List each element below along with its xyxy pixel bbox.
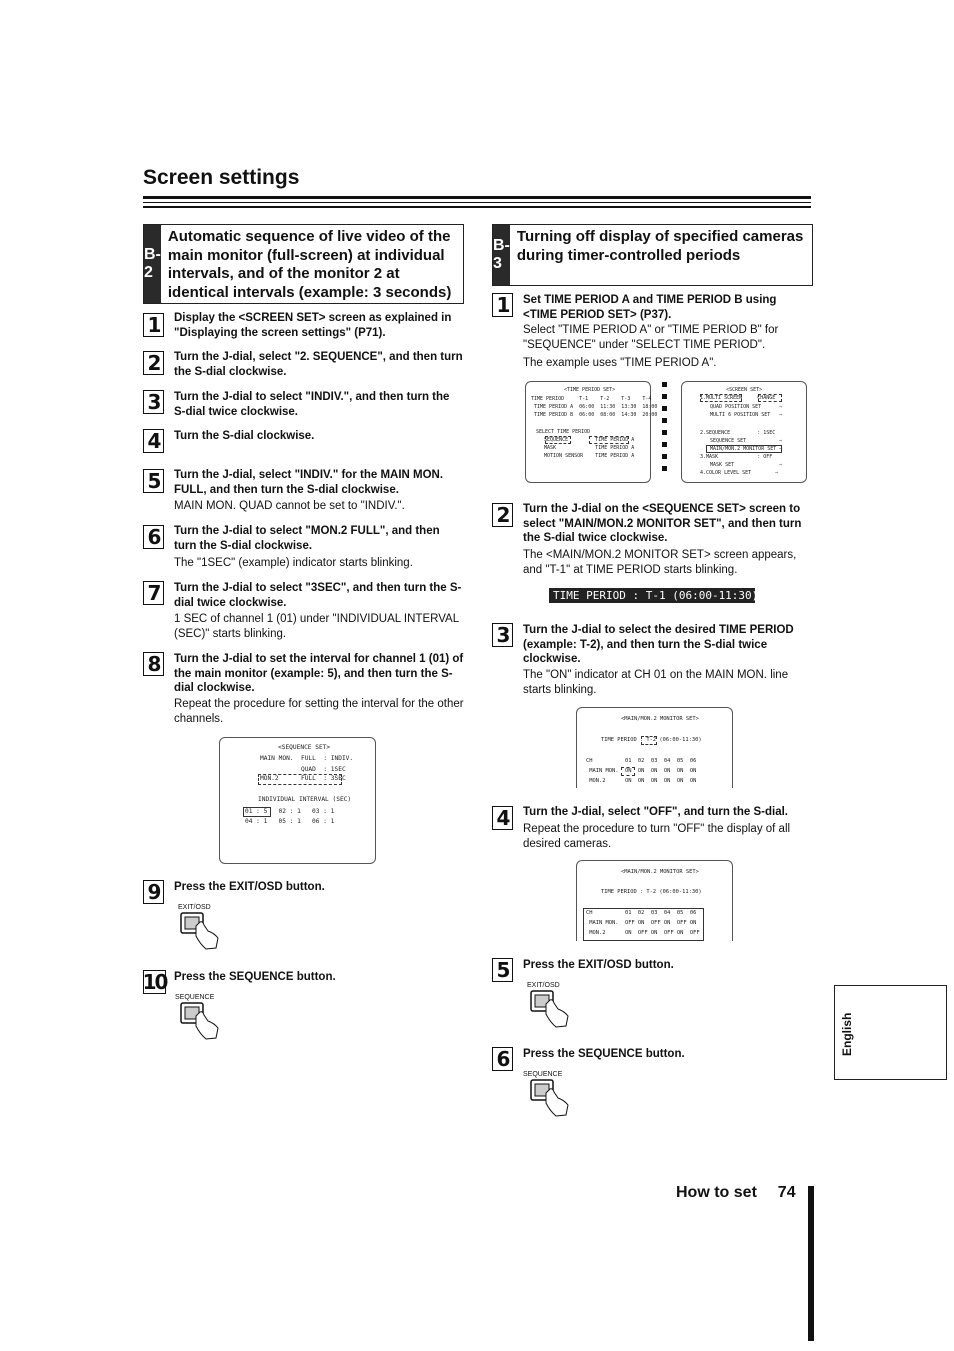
b2-step-10-number: 10 bbox=[142, 970, 167, 994]
b2-step-1-instruction: Display the <SCREEN SET> screen as explained in "Displaying the screen settings" (P71). bbox=[174, 312, 452, 339]
osd-selection-box bbox=[706, 445, 782, 453]
page-title: Screen settings bbox=[143, 166, 300, 189]
section-b2-title: Automatic sequence of live video of the main monitor (full-screen) at individual intervals, and of the monitor 2 at identical intervals (example: 3 seconds) bbox=[167, 228, 452, 301]
osd-title: <TIME PERIOD SET> bbox=[564, 387, 616, 393]
osd-line: TIME PERIOD A 06:00 11:30 13:30 18:00 bbox=[531, 404, 658, 410]
b3-step-1-note-2: The example uses "TIME PERIOD A". bbox=[523, 357, 717, 369]
b2-step-6-instruction: Turn the J-dial to select "MON.2 FULL", and then turn the S-dial clockwise. bbox=[174, 525, 440, 552]
main-mon2-monitor-set-osd-screen-2 bbox=[576, 860, 733, 941]
osd-line: MASK SET ⇨ bbox=[704, 462, 783, 468]
b3-step-4-instruction: Turn the J-dial, select "OFF", and turn the S-dial. bbox=[523, 806, 788, 818]
b2-step-9-instruction: Press the EXIT/OSD button. bbox=[174, 881, 325, 893]
screen-set-osd-screen bbox=[681, 381, 807, 483]
osd-title: <MAIN/MON.2 MONITOR SET> bbox=[621, 716, 699, 722]
b2-step-5-note: MAIN MON. QUAD cannot be set to "INDIV.". bbox=[174, 500, 405, 512]
b3-step-2-number: 2 bbox=[492, 503, 513, 527]
title-rule-thin2 bbox=[143, 206, 811, 208]
osd-line: INDIVIDUAL INTERVAL (SEC) bbox=[258, 796, 352, 803]
section-b3-title: Turning off display of specified cameras during timer-controlled periods bbox=[516, 228, 804, 264]
b2-step-4-number: 4 bbox=[143, 429, 164, 453]
b3-step-3-number: 3 bbox=[492, 623, 513, 647]
b3-step-5-number: 5 bbox=[492, 958, 513, 982]
b2-step-3-instruction: Turn the J-dial to select "INDIV.", and then turn the S-dial twice clockwise. bbox=[174, 391, 450, 418]
osd-line: TIME PERIOD T-1 T-2 T-3 T-4 bbox=[531, 396, 652, 402]
b2-step-10-instruction: Press the SEQUENCE button. bbox=[174, 971, 336, 983]
time-period-osd-bar: TIME PERIOD : T-1 (06:00-11:30) bbox=[549, 588, 755, 603]
b3-step-1-number: 1 bbox=[492, 293, 513, 317]
osd-line: MOTION SENSOR TIME PERIOD A bbox=[541, 453, 635, 459]
b3-step-3-note: The "ON" indicator at CH 01 on the MAIN MON. line starts blinking. bbox=[523, 669, 789, 696]
b3-step-4-note: Repeat the procedure to turn "OFF" the display of all desired cameras. bbox=[523, 823, 791, 850]
osd-cursor-box bbox=[700, 394, 742, 402]
sequence-button-label: SEQUENCE bbox=[523, 1071, 563, 1078]
page-edge-bar bbox=[808, 1186, 814, 1341]
osd-line: MULTI 6 POSITION SET ⇨ bbox=[704, 412, 783, 418]
sequence-set-osd-screen bbox=[219, 737, 376, 864]
osd-line: 04 : 1 05 : 1 06 : 1 bbox=[245, 818, 335, 825]
language-tab-label: English bbox=[840, 1012, 854, 1056]
b3-step-2-note: The <MAIN/MON.2 MONITOR SET> screen appears, and "T-1" at TIME PERIOD starts blinking. bbox=[523, 549, 797, 576]
exit-osd-button-icon bbox=[180, 912, 222, 955]
b2-step-1-number: 1 bbox=[143, 313, 164, 337]
osd-line: MON.2 ON ON ON ON ON ON bbox=[586, 778, 697, 784]
b2-step-7-note: 1 SEC of channel 1 (01) under "INDIVIDUAL INTERVAL (SEC)" starts blinking. bbox=[174, 613, 459, 640]
b3-step-6-instruction: Press the SEQUENCE button. bbox=[523, 1048, 685, 1060]
b2-step-5-instruction: Turn the J-dial, select "INDIV." for the MAIN MON. FULL, and then turn the S-dial clockwise. bbox=[174, 469, 444, 496]
footer bbox=[676, 1184, 796, 1202]
sequence-button-label: SEQUENCE bbox=[175, 994, 215, 1001]
b2-step-6-number: 6 bbox=[143, 525, 164, 549]
b2-step-5-number: 5 bbox=[143, 469, 164, 493]
osd-title: <MAIN/MON.2 MONITOR SET> bbox=[621, 869, 699, 875]
b3-step-1-instruction: Set TIME PERIOD A and TIME PERIOD B using <TIME PERIOD SET> (P37). bbox=[523, 294, 777, 321]
osd-line: 3.MASK : OFF bbox=[700, 454, 773, 460]
osd-line: 1.MULTI SCREEN CHANGE bbox=[700, 395, 776, 401]
osd-line: MON.2 ON OFF ON OFF ON OFF bbox=[586, 930, 700, 936]
osd-cursor-box bbox=[641, 736, 657, 745]
osd-line: MAIN MON. FULL : INDIV. bbox=[260, 755, 354, 762]
osd-line: TIME PERIOD : T-2 (06:00-11:30) bbox=[601, 737, 702, 743]
b2-step-7-instruction: Turn the J-dial to select "3SEC", and then turn the S-dial twice clockwise. bbox=[174, 582, 462, 609]
osd-line: SEQUENCE SET ⇨ bbox=[704, 438, 783, 444]
osd-line: MASK TIME PERIOD A bbox=[541, 445, 635, 451]
osd-line: TIME PERIOD B 06:00 08:00 14:30 20:00 bbox=[531, 412, 658, 418]
section-b3-header bbox=[492, 224, 813, 286]
sequence-button-icon bbox=[530, 1079, 572, 1122]
b3-step-1-note: Select "TIME PERIOD A" or "TIME PERIOD B" for "SEQUENCE" under "SELECT TIME PERIOD". bbox=[523, 324, 779, 351]
footer-section: How to set bbox=[676, 1184, 757, 1201]
b2-step-2-number: 2 bbox=[143, 351, 164, 375]
b3-step-6-number: 6 bbox=[492, 1047, 513, 1071]
osd-line: TIME PERIOD : T-2 (06:00-11:30) bbox=[601, 889, 702, 895]
osd-selection-box bbox=[243, 807, 271, 817]
osd-cursor-box bbox=[758, 394, 782, 402]
title-rule-thin bbox=[143, 202, 811, 203]
b3-step-2-instruction: Turn the J-dial on the <SEQUENCE SET> screen to select "MAIN/MON.2 MONITOR SET", and then turn the S-dial twice clockwise. bbox=[523, 503, 802, 544]
b2-step-8-instruction: Turn the J-dial to set the interval for channel 1 (01) of the main monitor (example: 5), and then turn the S-dial clockwise. bbox=[174, 653, 464, 694]
osd-line: QUAD : 1SEC bbox=[260, 766, 346, 773]
exit-osd-button-label: EXIT/OSD bbox=[527, 982, 560, 989]
main-mon2-monitor-set-osd-screen bbox=[576, 707, 733, 788]
b2-step-4-instruction: Turn the S-dial clockwise. bbox=[174, 430, 315, 442]
b2-step-9-number: 9 bbox=[143, 880, 164, 904]
b2-step-2-instruction: Turn the J-dial, select "2. SEQUENCE", and then turn the S-dial clockwise. bbox=[174, 351, 463, 378]
title-rule bbox=[143, 196, 811, 199]
sequence-button-icon bbox=[180, 1002, 222, 1045]
section-b3-tag: B-3 bbox=[493, 225, 510, 285]
osd-line: MON.2 FULL : 3SEC bbox=[260, 775, 346, 782]
osd-line: MAIN MON. ON ON ON ON ON ON bbox=[586, 768, 697, 774]
b3-step-4-number: 4 bbox=[492, 806, 513, 830]
time-period-set-osd-screen bbox=[525, 381, 658, 483]
osd-title: <SCREEN SET> bbox=[726, 387, 763, 393]
separator-dots bbox=[662, 382, 668, 478]
b3-step-3-instruction: Turn the J-dial to select the desired TIME PERIOD (example: T-2), and then turn the S-dial twice clockwise. bbox=[523, 624, 794, 665]
page-number: 74 bbox=[777, 1184, 796, 1201]
b2-step-7-number: 7 bbox=[143, 581, 164, 605]
osd-cursor-box bbox=[258, 774, 342, 785]
osd-line: QUAD POSITION SET ⇨ bbox=[704, 404, 783, 410]
osd-cursor-box bbox=[545, 436, 571, 444]
b2-step-8-note: Repeat the procedure for setting the interval for the other channels. bbox=[174, 698, 464, 725]
osd-line: SEQUENCE TIME PERIOD A bbox=[541, 437, 635, 443]
osd-line: 2.SEQUENCE : 1SEC bbox=[700, 430, 776, 436]
osd-line: 4.COLOR LEVEL SET ⇨ bbox=[700, 470, 779, 476]
section-b2-tag: B-2 bbox=[144, 225, 161, 303]
exit-osd-button-label: EXIT/OSD bbox=[178, 904, 211, 911]
osd-cursor-box bbox=[621, 767, 635, 776]
exit-osd-button-icon bbox=[530, 990, 572, 1033]
b2-step-6-note: The "1SEC" (example) indicator starts blinking. bbox=[174, 557, 413, 569]
osd-title: <SEQUENCE SET> bbox=[278, 744, 331, 751]
osd-line: CH 01 02 03 04 05 06 bbox=[586, 758, 697, 764]
b2-step-8-number: 8 bbox=[143, 652, 164, 676]
b3-step-5-instruction: Press the EXIT/OSD button. bbox=[523, 959, 674, 971]
osd-line: MAIN/MON.2 MONITOR SET ⇨ bbox=[704, 446, 783, 452]
osd-line: SELECT TIME PERIOD bbox=[536, 429, 591, 435]
osd-line: MAIN MON. OFF ON OFF ON OFF ON bbox=[586, 920, 697, 926]
osd-line: 01 : 5 02 : 1 03 : 1 bbox=[245, 808, 335, 815]
b2-step-3-number: 3 bbox=[143, 390, 164, 414]
osd-line: CH 01 02 03 04 05 06 bbox=[586, 910, 697, 916]
section-b2-header bbox=[143, 224, 464, 304]
osd-cursor-box bbox=[589, 436, 629, 444]
